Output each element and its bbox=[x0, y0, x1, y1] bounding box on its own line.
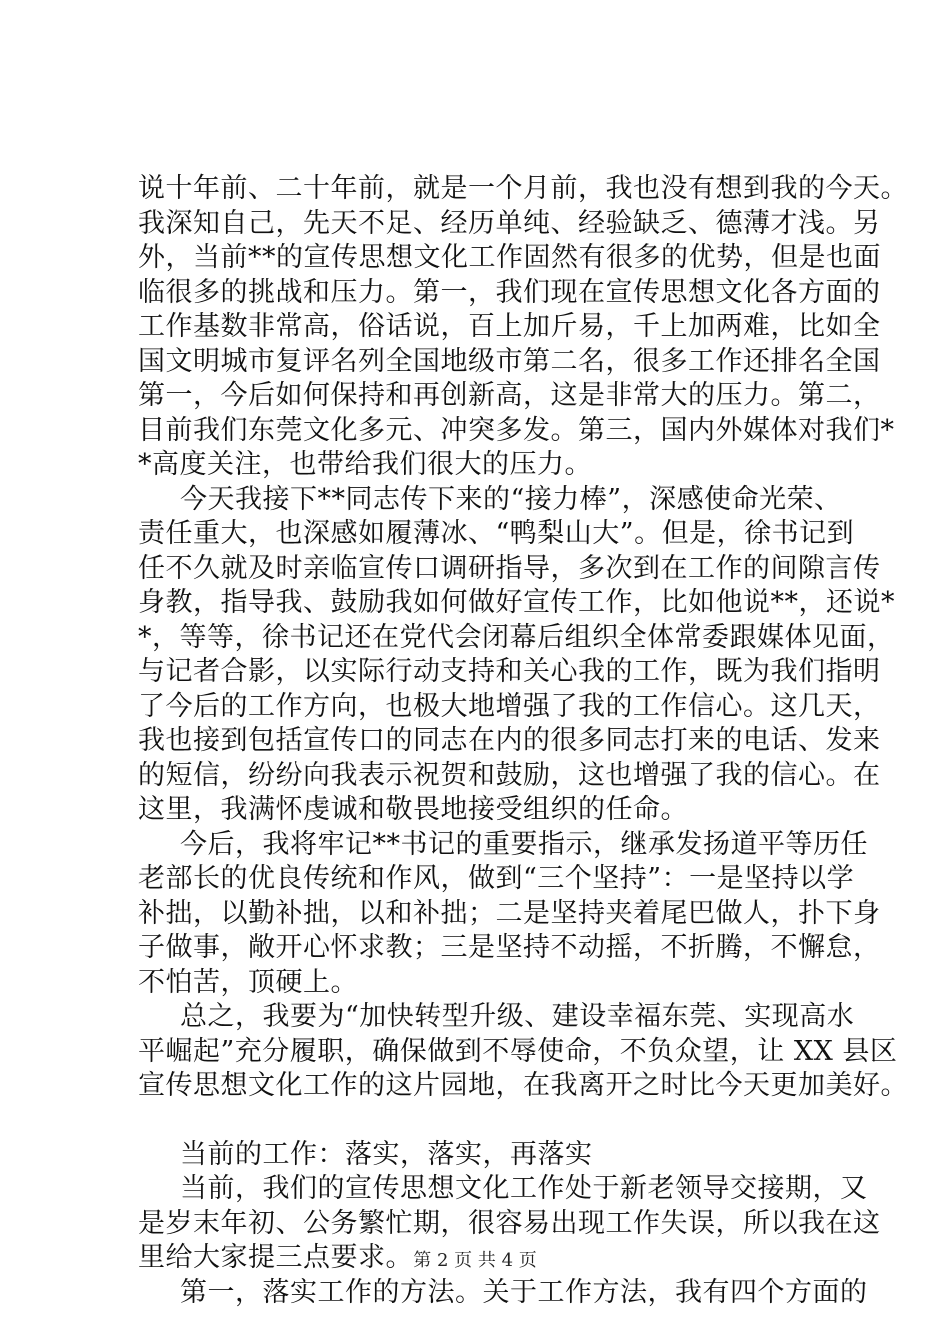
text-line: 身教，指导我、鼓励我如何做好宣传工作，比如他说**，还说* bbox=[138, 587, 895, 618]
paragraph-2 bbox=[138, 483, 895, 828]
text-line: 临很多的挑战和压力。第一，我们现在宣传思想文化各方面的 bbox=[138, 276, 881, 308]
text-line: *高度关注，也带给我们很大的压力。 bbox=[138, 449, 592, 480]
text-line: 第一，今后如何保持和再创新高，这是非常大的压力。第二， bbox=[138, 380, 881, 411]
paragraph-4 bbox=[138, 1000, 908, 1104]
text-line: 与记者合影，以实际行动支持和关心我的工作，既为我们指明 bbox=[138, 656, 881, 687]
paragraph-spacer bbox=[138, 1104, 828, 1138]
text-line: 的短信，纷纷向我表示祝贺和鼓励，这也增强了我的信心。在 bbox=[138, 759, 881, 791]
document-body bbox=[138, 172, 908, 1310]
text-line: 老部长的优良传统和作风，做到“三个坚持”：一是坚持以学 bbox=[138, 863, 855, 894]
text-line: 平崛起”充分履职，确保做到不辱使命，不负众望，让 XX 县区 bbox=[138, 1035, 898, 1067]
text-line: 这里，我满怀虔诚和敬畏地接受组织的任命。 bbox=[138, 794, 688, 825]
text-line: 了今后的工作方向，也极大地增强了我的工作信心。这几天， bbox=[138, 690, 881, 722]
page-number-footer: 第 2 页 共 4 页 bbox=[413, 1250, 537, 1271]
text-line: 责任重大，也深感如履薄冰、“鸭梨山大”。但是，徐书记到 bbox=[138, 518, 855, 549]
text-line: 补拙，以勤补拙，以和补拙；二是坚持夹着尾巴做人，扑下身 bbox=[138, 897, 881, 929]
text-line: 当前，我们的宣传思想文化工作处于新老领导交接期，又 bbox=[180, 1173, 868, 1204]
section-heading bbox=[138, 1138, 828, 1173]
text-line: 子做事，敞开心怀求教；三是坚持不动摇，不折腾，不懈怠， bbox=[138, 932, 881, 963]
paragraph-3 bbox=[138, 828, 881, 1001]
text-line: 是岁末年初、公务繁忙期，很容易出现工作失误，所以我在这 bbox=[138, 1207, 881, 1239]
text-line: 不怕苦，顶硬上。 bbox=[138, 966, 358, 998]
text-line: 任不久就及时亲临宣传口调研指导，多次到在工作的间隙言传 bbox=[138, 552, 881, 584]
text-line: 今天我接下**同志传下来的“接力棒”，深感使命光荣、 bbox=[180, 483, 842, 515]
heading-line: 当前的工作：落实，落实，再落实 bbox=[180, 1138, 593, 1170]
text-line: 外，当前**的宣传思想文化工作固然有很多的优势，但是也面 bbox=[138, 242, 881, 273]
text-line: 宣传思想文化工作的这片园地，在我离开之时比今天更加美好。 bbox=[138, 1070, 908, 1101]
text-line: 国文明城市复评名列全国地级市第二名，很多工作还排名全国 bbox=[138, 345, 881, 377]
text-line: 今后，我将牢记**书记的重要指示，继承发扬道平等历任 bbox=[180, 828, 868, 860]
text-line: 里给大家提三点要求。 bbox=[138, 1242, 413, 1273]
text-line: *，等等，徐书记还在党代会闭幕后组织全体常委跟媒体见面， bbox=[138, 621, 895, 653]
text-line: 目前我们东莞文化多元、冲突多发。第三，国内外媒体对我们* bbox=[138, 414, 895, 446]
text-line: 说十年前、二十年前，就是一个月前，我也没有想到我的今天。 bbox=[138, 173, 908, 204]
paragraph-7 bbox=[138, 1276, 868, 1311]
text-line: 总之，我要为“加快转型升级、建设幸福东莞、实现高水 bbox=[180, 1001, 855, 1032]
text-line: 工作基数非常高，俗话说，百上加斤易，千上加两难，比如全 bbox=[138, 311, 881, 342]
paragraph-1 bbox=[138, 172, 908, 483]
text-line: 第一，落实工作的方法。关于工作方法，我有四个方面的 bbox=[180, 1276, 868, 1308]
text-line: 我也接到包括宣传口的同志在内的很多同志打来的电话、发来 bbox=[138, 725, 881, 756]
text-line: 我深知自己，先天不足、经历单纯、经验缺乏、德薄才浅。另 bbox=[138, 207, 881, 239]
